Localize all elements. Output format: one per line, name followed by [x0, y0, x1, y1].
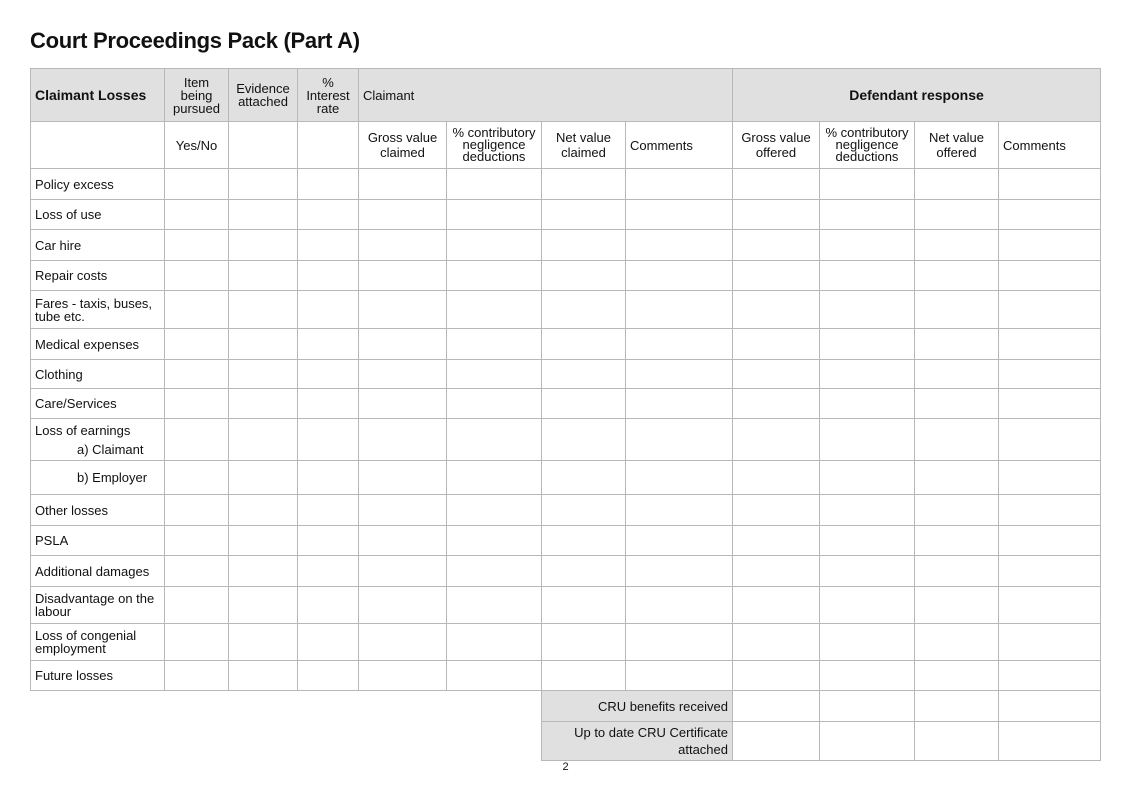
- input-cell[interactable]: [359, 291, 447, 329]
- input-cell[interactable]: [820, 661, 915, 691]
- input-cell[interactable]: [915, 495, 999, 526]
- input-cell[interactable]: [733, 261, 820, 291]
- input-cell[interactable]: [447, 329, 542, 360]
- input-cell[interactable]: [542, 419, 626, 461]
- input-cell[interactable]: [447, 461, 542, 495]
- input-cell[interactable]: [165, 556, 229, 587]
- input-cell[interactable]: [542, 389, 626, 419]
- input-cell[interactable]: [359, 495, 447, 526]
- input-cell[interactable]: [542, 661, 626, 691]
- input-cell[interactable]: [298, 461, 359, 495]
- input-cell[interactable]: [447, 200, 542, 230]
- input-cell[interactable]: [915, 624, 999, 661]
- subheader-net-offered: Net value offered: [915, 122, 999, 169]
- input-cell[interactable]: [542, 587, 626, 624]
- input-cell[interactable]: [229, 495, 298, 526]
- input-cell[interactable]: [447, 389, 542, 419]
- input-cell[interactable]: [915, 200, 999, 230]
- input-cell[interactable]: [542, 556, 626, 587]
- subheader-empty: [298, 122, 359, 169]
- input-cell[interactable]: [229, 556, 298, 587]
- input-cell[interactable]: [447, 556, 542, 587]
- input-cell[interactable]: [733, 495, 820, 526]
- row-label-clothing: Clothing: [31, 360, 165, 389]
- input-cell[interactable]: [820, 419, 915, 461]
- input-cell[interactable]: [298, 419, 359, 461]
- input-cell[interactable]: [626, 230, 733, 261]
- input-cell[interactable]: [298, 169, 359, 200]
- input-cell[interactable]: [165, 291, 229, 329]
- input-cell[interactable]: [298, 389, 359, 419]
- input-cell[interactable]: [733, 722, 820, 761]
- subheader-empty: [31, 122, 165, 169]
- input-cell[interactable]: [733, 419, 820, 461]
- blank-area: [31, 722, 542, 761]
- input-cell[interactable]: [626, 200, 733, 230]
- input-cell[interactable]: [733, 291, 820, 329]
- row-label-repair-costs: Repair costs: [31, 261, 165, 291]
- subheader-contributory-def: % contributory negligence deductions: [820, 122, 915, 169]
- input-cell[interactable]: [359, 587, 447, 624]
- input-cell[interactable]: [447, 169, 542, 200]
- input-cell[interactable]: [999, 419, 1101, 461]
- input-cell[interactable]: [359, 200, 447, 230]
- input-cell[interactable]: [820, 526, 915, 556]
- input-cell[interactable]: [915, 230, 999, 261]
- input-cell[interactable]: [626, 169, 733, 200]
- header-interest: % Interest rate: [298, 69, 359, 122]
- row-label-loss-of-earnings: Loss of earnings a) Claimant: [31, 419, 165, 461]
- input-cell[interactable]: [298, 526, 359, 556]
- header-defendant: Defendant response: [733, 69, 1101, 122]
- input-cell[interactable]: [915, 360, 999, 389]
- header-claimant: Claimant: [359, 69, 733, 122]
- input-cell[interactable]: [229, 230, 298, 261]
- input-cell[interactable]: [733, 526, 820, 556]
- input-cell[interactable]: [915, 261, 999, 291]
- input-cell[interactable]: [915, 389, 999, 419]
- subheader-gross-offered: Gross value offered: [733, 122, 820, 169]
- row-label-psla: PSLA: [31, 526, 165, 556]
- cru-row: [31, 691, 1101, 722]
- input-cell[interactable]: [626, 419, 733, 461]
- input-cell[interactable]: [359, 169, 447, 200]
- table-row: [31, 419, 1101, 461]
- input-cell[interactable]: [542, 624, 626, 661]
- input-cell[interactable]: [733, 329, 820, 360]
- table-row: [31, 169, 1101, 200]
- row-label-disadvantage: Disadvantage on the labour: [31, 587, 165, 624]
- input-cell[interactable]: [626, 661, 733, 691]
- input-cell[interactable]: [733, 169, 820, 200]
- input-cell[interactable]: [298, 495, 359, 526]
- input-cell[interactable]: [626, 291, 733, 329]
- input-cell[interactable]: [298, 587, 359, 624]
- input-cell[interactable]: [999, 389, 1101, 419]
- table-row: [31, 495, 1101, 526]
- input-cell[interactable]: [999, 624, 1101, 661]
- row-label-other-losses: Other losses: [31, 495, 165, 526]
- input-cell[interactable]: [229, 169, 298, 200]
- input-cell[interactable]: [733, 556, 820, 587]
- input-cell[interactable]: [820, 691, 915, 722]
- table-row: [31, 661, 1101, 691]
- input-cell[interactable]: [542, 169, 626, 200]
- header-evidence: Evidence attached: [229, 69, 298, 122]
- header-claimant-losses: Claimant Losses: [31, 69, 165, 122]
- row-label-medical: Medical expenses: [31, 329, 165, 360]
- subheader-contributory: % contributory negligence deductions: [447, 122, 542, 169]
- input-cell[interactable]: [447, 495, 542, 526]
- input-cell[interactable]: [542, 526, 626, 556]
- cru-certificate-label: Up to date CRU Certificate attached: [542, 722, 733, 761]
- input-cell[interactable]: [733, 587, 820, 624]
- input-cell[interactable]: [733, 230, 820, 261]
- input-cell[interactable]: [915, 661, 999, 691]
- subheader-comments-def: Comments: [999, 122, 1101, 169]
- input-cell[interactable]: [165, 261, 229, 291]
- header-row: [31, 69, 1101, 122]
- input-cell[interactable]: [165, 661, 229, 691]
- input-cell[interactable]: [165, 587, 229, 624]
- input-cell[interactable]: [229, 461, 298, 495]
- input-cell[interactable]: [229, 587, 298, 624]
- input-cell[interactable]: [999, 587, 1101, 624]
- page-title: Court Proceedings Pack (Part A): [30, 28, 360, 53]
- input-cell[interactable]: [165, 200, 229, 230]
- input-cell[interactable]: [542, 230, 626, 261]
- table-row: [31, 230, 1101, 261]
- input-cell[interactable]: [820, 291, 915, 329]
- input-cell[interactable]: [165, 419, 229, 461]
- input-cell[interactable]: [915, 722, 999, 761]
- input-cell[interactable]: [999, 691, 1101, 722]
- input-cell[interactable]: [999, 169, 1101, 200]
- input-cell[interactable]: [626, 526, 733, 556]
- input-cell[interactable]: [298, 661, 359, 691]
- input-cell[interactable]: [626, 624, 733, 661]
- input-cell[interactable]: [626, 587, 733, 624]
- input-cell[interactable]: [915, 461, 999, 495]
- subheader-yes-no: Yes/No: [165, 122, 229, 169]
- input-cell[interactable]: [733, 624, 820, 661]
- input-cell[interactable]: [820, 624, 915, 661]
- row-label-additional: Additional damages: [31, 556, 165, 587]
- input-cell[interactable]: [359, 526, 447, 556]
- input-cell[interactable]: [542, 261, 626, 291]
- cru-row: [31, 722, 1101, 761]
- table-row: [31, 461, 1101, 495]
- subheader-gross-claimed: Gross value claimed: [359, 122, 447, 169]
- input-cell[interactable]: [298, 556, 359, 587]
- input-cell[interactable]: [820, 200, 915, 230]
- input-cell[interactable]: [229, 360, 298, 389]
- input-cell[interactable]: [542, 461, 626, 495]
- input-cell[interactable]: [359, 329, 447, 360]
- input-cell[interactable]: [915, 169, 999, 200]
- input-cell[interactable]: [915, 419, 999, 461]
- input-cell[interactable]: [915, 587, 999, 624]
- table-row: [31, 526, 1101, 556]
- input-cell[interactable]: [165, 526, 229, 556]
- input-cell[interactable]: [733, 200, 820, 230]
- input-cell[interactable]: [626, 389, 733, 419]
- input-cell[interactable]: [820, 169, 915, 200]
- input-cell[interactable]: [999, 722, 1101, 761]
- cru-benefits-label: CRU benefits received: [542, 691, 733, 722]
- input-cell[interactable]: [999, 661, 1101, 691]
- input-cell[interactable]: [229, 291, 298, 329]
- input-cell[interactable]: [359, 624, 447, 661]
- input-cell[interactable]: [298, 230, 359, 261]
- input-cell[interactable]: [915, 329, 999, 360]
- input-cell[interactable]: [820, 261, 915, 291]
- input-cell[interactable]: [915, 291, 999, 329]
- input-cell[interactable]: [542, 291, 626, 329]
- row-label-policy-excess: Policy excess: [31, 169, 165, 200]
- input-cell[interactable]: [999, 230, 1101, 261]
- input-cell[interactable]: [626, 360, 733, 389]
- input-cell[interactable]: [359, 389, 447, 419]
- input-cell[interactable]: [915, 526, 999, 556]
- input-cell[interactable]: [542, 360, 626, 389]
- input-cell[interactable]: [447, 526, 542, 556]
- input-cell[interactable]: [820, 722, 915, 761]
- input-cell[interactable]: [820, 389, 915, 419]
- input-cell[interactable]: [447, 661, 542, 691]
- input-cell[interactable]: [915, 691, 999, 722]
- input-cell[interactable]: [733, 461, 820, 495]
- input-cell[interactable]: [298, 200, 359, 230]
- row-label-employer: b) Employer: [31, 461, 165, 495]
- row-label-congenial: Loss of congenial employment: [31, 624, 165, 661]
- input-cell[interactable]: [626, 329, 733, 360]
- input-cell[interactable]: [229, 661, 298, 691]
- input-cell[interactable]: [626, 261, 733, 291]
- input-cell[interactable]: [165, 495, 229, 526]
- input-cell[interactable]: [165, 329, 229, 360]
- subheader-empty: [229, 122, 298, 169]
- input-cell[interactable]: [999, 556, 1101, 587]
- input-cell[interactable]: [165, 230, 229, 261]
- input-cell[interactable]: [359, 230, 447, 261]
- claim-table: [30, 68, 1101, 761]
- input-cell[interactable]: [298, 624, 359, 661]
- input-cell[interactable]: [359, 360, 447, 389]
- input-cell[interactable]: [999, 526, 1101, 556]
- input-cell[interactable]: [820, 360, 915, 389]
- input-cell[interactable]: [626, 495, 733, 526]
- row-label-loss-of-use: Loss of use: [31, 200, 165, 230]
- row-label-car-hire: Car hire: [31, 230, 165, 261]
- input-cell[interactable]: [820, 495, 915, 526]
- input-cell[interactable]: [229, 200, 298, 230]
- table-row: [31, 291, 1101, 329]
- input-cell[interactable]: [733, 360, 820, 389]
- input-cell[interactable]: [542, 329, 626, 360]
- input-cell[interactable]: [820, 230, 915, 261]
- input-cell[interactable]: [165, 169, 229, 200]
- row-label-care: Care/Services: [31, 389, 165, 419]
- input-cell[interactable]: [229, 261, 298, 291]
- input-cell[interactable]: [733, 389, 820, 419]
- input-cell[interactable]: [820, 329, 915, 360]
- header-item-pursued: Item being pursued: [165, 69, 229, 122]
- input-cell[interactable]: [626, 461, 733, 495]
- table-row: [31, 360, 1101, 389]
- input-cell[interactable]: [820, 461, 915, 495]
- input-cell[interactable]: [820, 556, 915, 587]
- input-cell[interactable]: [447, 360, 542, 389]
- page-number: 2: [562, 761, 569, 773]
- input-cell[interactable]: [447, 230, 542, 261]
- input-cell[interactable]: [999, 461, 1101, 495]
- subheader-comments: Comments: [626, 122, 733, 169]
- input-cell[interactable]: [820, 587, 915, 624]
- input-cell[interactable]: [626, 556, 733, 587]
- subheader-row: [31, 122, 1101, 169]
- input-cell[interactable]: [298, 261, 359, 291]
- input-cell[interactable]: [999, 291, 1101, 329]
- input-cell[interactable]: [165, 389, 229, 419]
- input-cell[interactable]: [165, 360, 229, 389]
- input-cell[interactable]: [999, 360, 1101, 389]
- input-cell[interactable]: [359, 419, 447, 461]
- input-cell[interactable]: [359, 461, 447, 495]
- input-cell[interactable]: [229, 389, 298, 419]
- input-cell[interactable]: [359, 261, 447, 291]
- input-cell[interactable]: [229, 329, 298, 360]
- table-row: [31, 587, 1101, 624]
- row-label-future: Future losses: [31, 661, 165, 691]
- input-cell[interactable]: [229, 526, 298, 556]
- table-row: [31, 261, 1101, 291]
- input-cell[interactable]: [447, 624, 542, 661]
- input-cell[interactable]: [298, 360, 359, 389]
- subheader-net-claimed: Net value claimed: [542, 122, 626, 169]
- blank-area: [31, 691, 542, 722]
- input-cell[interactable]: [542, 200, 626, 230]
- table-row: [31, 329, 1101, 360]
- input-cell[interactable]: [733, 691, 820, 722]
- table-row: [31, 389, 1101, 419]
- input-cell[interactable]: [447, 261, 542, 291]
- input-cell[interactable]: [447, 587, 542, 624]
- input-cell[interactable]: [999, 329, 1101, 360]
- input-cell[interactable]: [733, 661, 820, 691]
- table-row: [31, 556, 1101, 587]
- row-label-fares: Fares - taxis, buses, tube etc.: [31, 291, 165, 329]
- input-cell[interactable]: [165, 461, 229, 495]
- input-cell[interactable]: [298, 291, 359, 329]
- input-cell[interactable]: [999, 495, 1101, 526]
- input-cell[interactable]: [359, 661, 447, 691]
- input-cell[interactable]: [359, 556, 447, 587]
- input-cell[interactable]: [999, 200, 1101, 230]
- input-cell[interactable]: [999, 261, 1101, 291]
- input-cell[interactable]: [915, 556, 999, 587]
- input-cell[interactable]: [165, 624, 229, 661]
- input-cell[interactable]: [229, 419, 298, 461]
- input-cell[interactable]: [229, 624, 298, 661]
- table-row: [31, 200, 1101, 230]
- input-cell[interactable]: [542, 495, 626, 526]
- input-cell[interactable]: [447, 291, 542, 329]
- input-cell[interactable]: [447, 419, 542, 461]
- table-row: [31, 624, 1101, 661]
- input-cell[interactable]: [298, 329, 359, 360]
